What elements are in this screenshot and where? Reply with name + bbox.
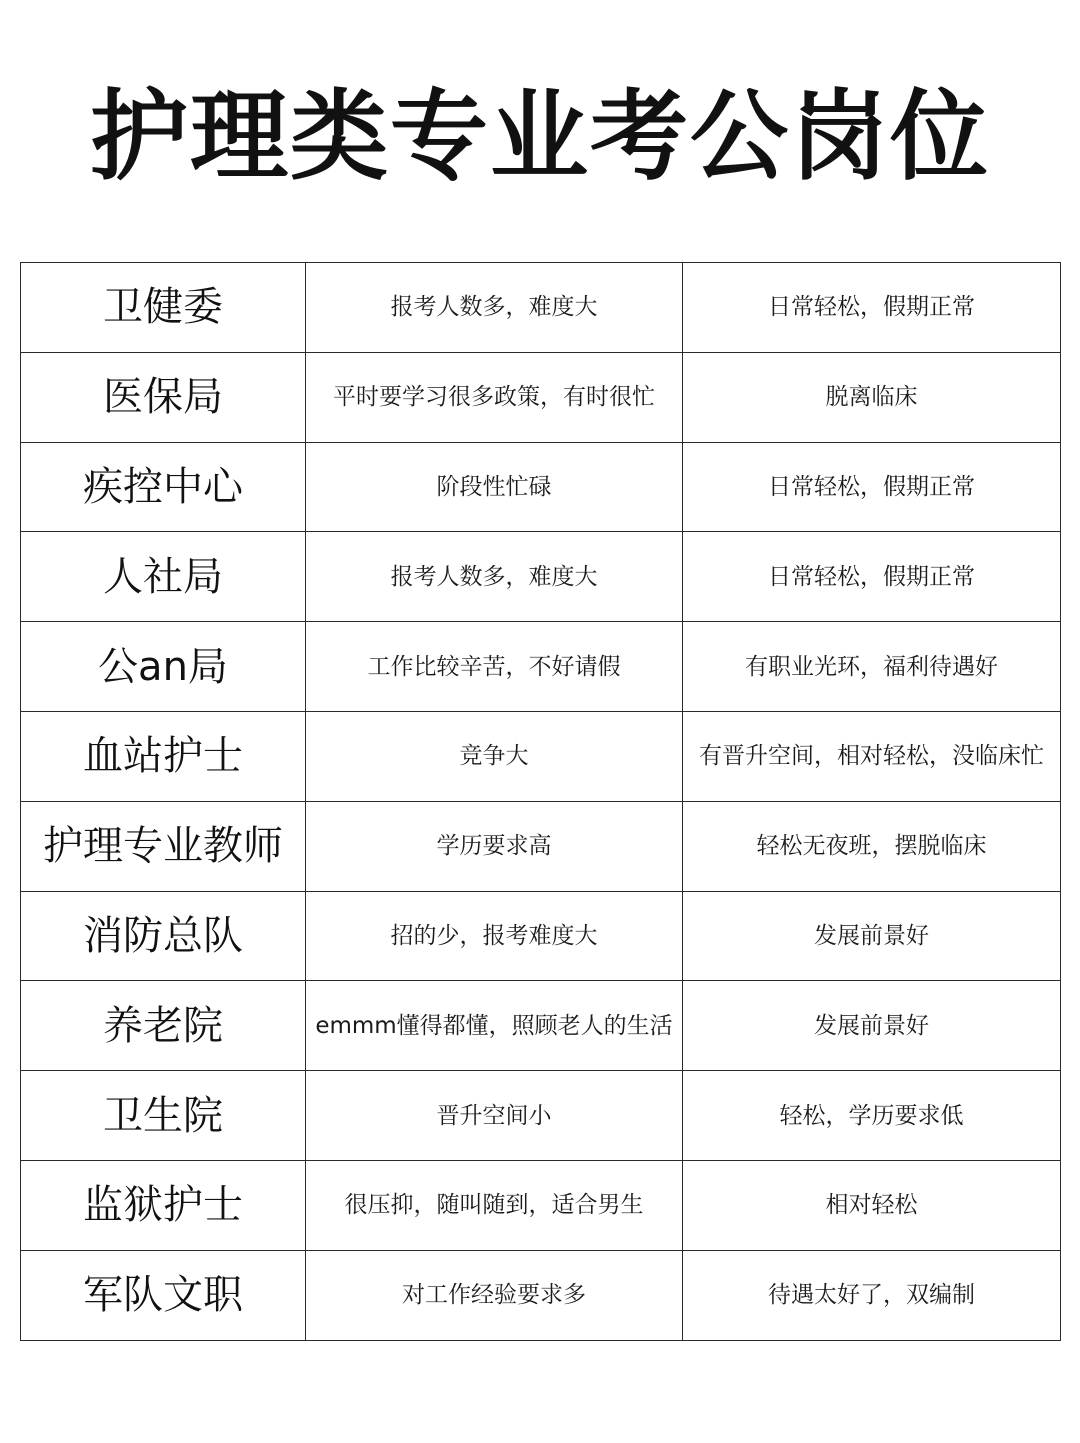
position-benefit: 发展前景好: [683, 891, 1061, 981]
position-name: 疾控中心: [21, 442, 306, 532]
position-challenge: 工作比较辛苦，不好请假: [306, 622, 683, 712]
position-name: 医保局: [21, 352, 306, 442]
table-row: [21, 263, 1061, 353]
position-benefit: 脱离临床: [683, 352, 1061, 442]
table-row: [21, 352, 1061, 442]
positions-table: [20, 262, 1061, 1341]
position-challenge: 晋升空间小: [306, 1071, 683, 1161]
position-benefit: 轻松无夜班，摆脱临床: [683, 801, 1061, 891]
table-row: [21, 1160, 1061, 1250]
position-challenge: 很压抑，随叫随到，适合男生: [306, 1160, 683, 1250]
position-challenge: 阶段性忙碌: [306, 442, 683, 532]
position-benefit: 有晋升空间，相对轻松，没临床忙: [683, 711, 1061, 801]
position-name: 人社局: [21, 532, 306, 622]
position-name: 护理专业教师: [21, 801, 306, 891]
table-row: [21, 1250, 1061, 1340]
position-challenge: 报考人数多，难度大: [306, 532, 683, 622]
position-benefit: 发展前景好: [683, 981, 1061, 1071]
table-row: [21, 532, 1061, 622]
position-name: 养老院: [21, 981, 306, 1071]
position-challenge: 报考人数多，难度大: [306, 263, 683, 353]
page-title: 护理类专业考公岗位: [89, 80, 990, 194]
table-row: [21, 622, 1061, 712]
position-name: 卫生院: [21, 1071, 306, 1161]
position-benefit: 待遇太好了，双编制: [683, 1250, 1061, 1340]
position-challenge: emmm懂得都懂，照顾老人的生活: [306, 981, 683, 1071]
position-name: 公an局: [21, 622, 306, 712]
table-row: [21, 442, 1061, 532]
position-benefit: 日常轻松，假期正常: [683, 532, 1061, 622]
table-row: [21, 801, 1061, 891]
position-benefit: 有职业光环，福利待遇好: [683, 622, 1061, 712]
position-name: 监狱护士: [21, 1160, 306, 1250]
position-benefit: 轻松，学历要求低: [683, 1071, 1061, 1161]
position-benefit: 日常轻松，假期正常: [683, 442, 1061, 532]
position-challenge: 学历要求高: [306, 801, 683, 891]
position-name: 卫健委: [21, 263, 306, 353]
position-benefit: 相对轻松: [683, 1160, 1061, 1250]
table-row: [21, 891, 1061, 981]
table-row: [21, 711, 1061, 801]
position-name: 血站护士: [21, 711, 306, 801]
position-challenge: 竞争大: [306, 711, 683, 801]
table-row: [21, 1071, 1061, 1161]
position-name: 军队文职: [21, 1250, 306, 1340]
position-challenge: 对工作经验要求多: [306, 1250, 683, 1340]
position-benefit: 日常轻松，假期正常: [683, 263, 1061, 353]
position-challenge: 平时要学习很多政策，有时很忙: [306, 352, 683, 442]
position-name: 消防总队: [21, 891, 306, 981]
position-challenge: 招的少，报考难度大: [306, 891, 683, 981]
table-row: [21, 981, 1061, 1071]
